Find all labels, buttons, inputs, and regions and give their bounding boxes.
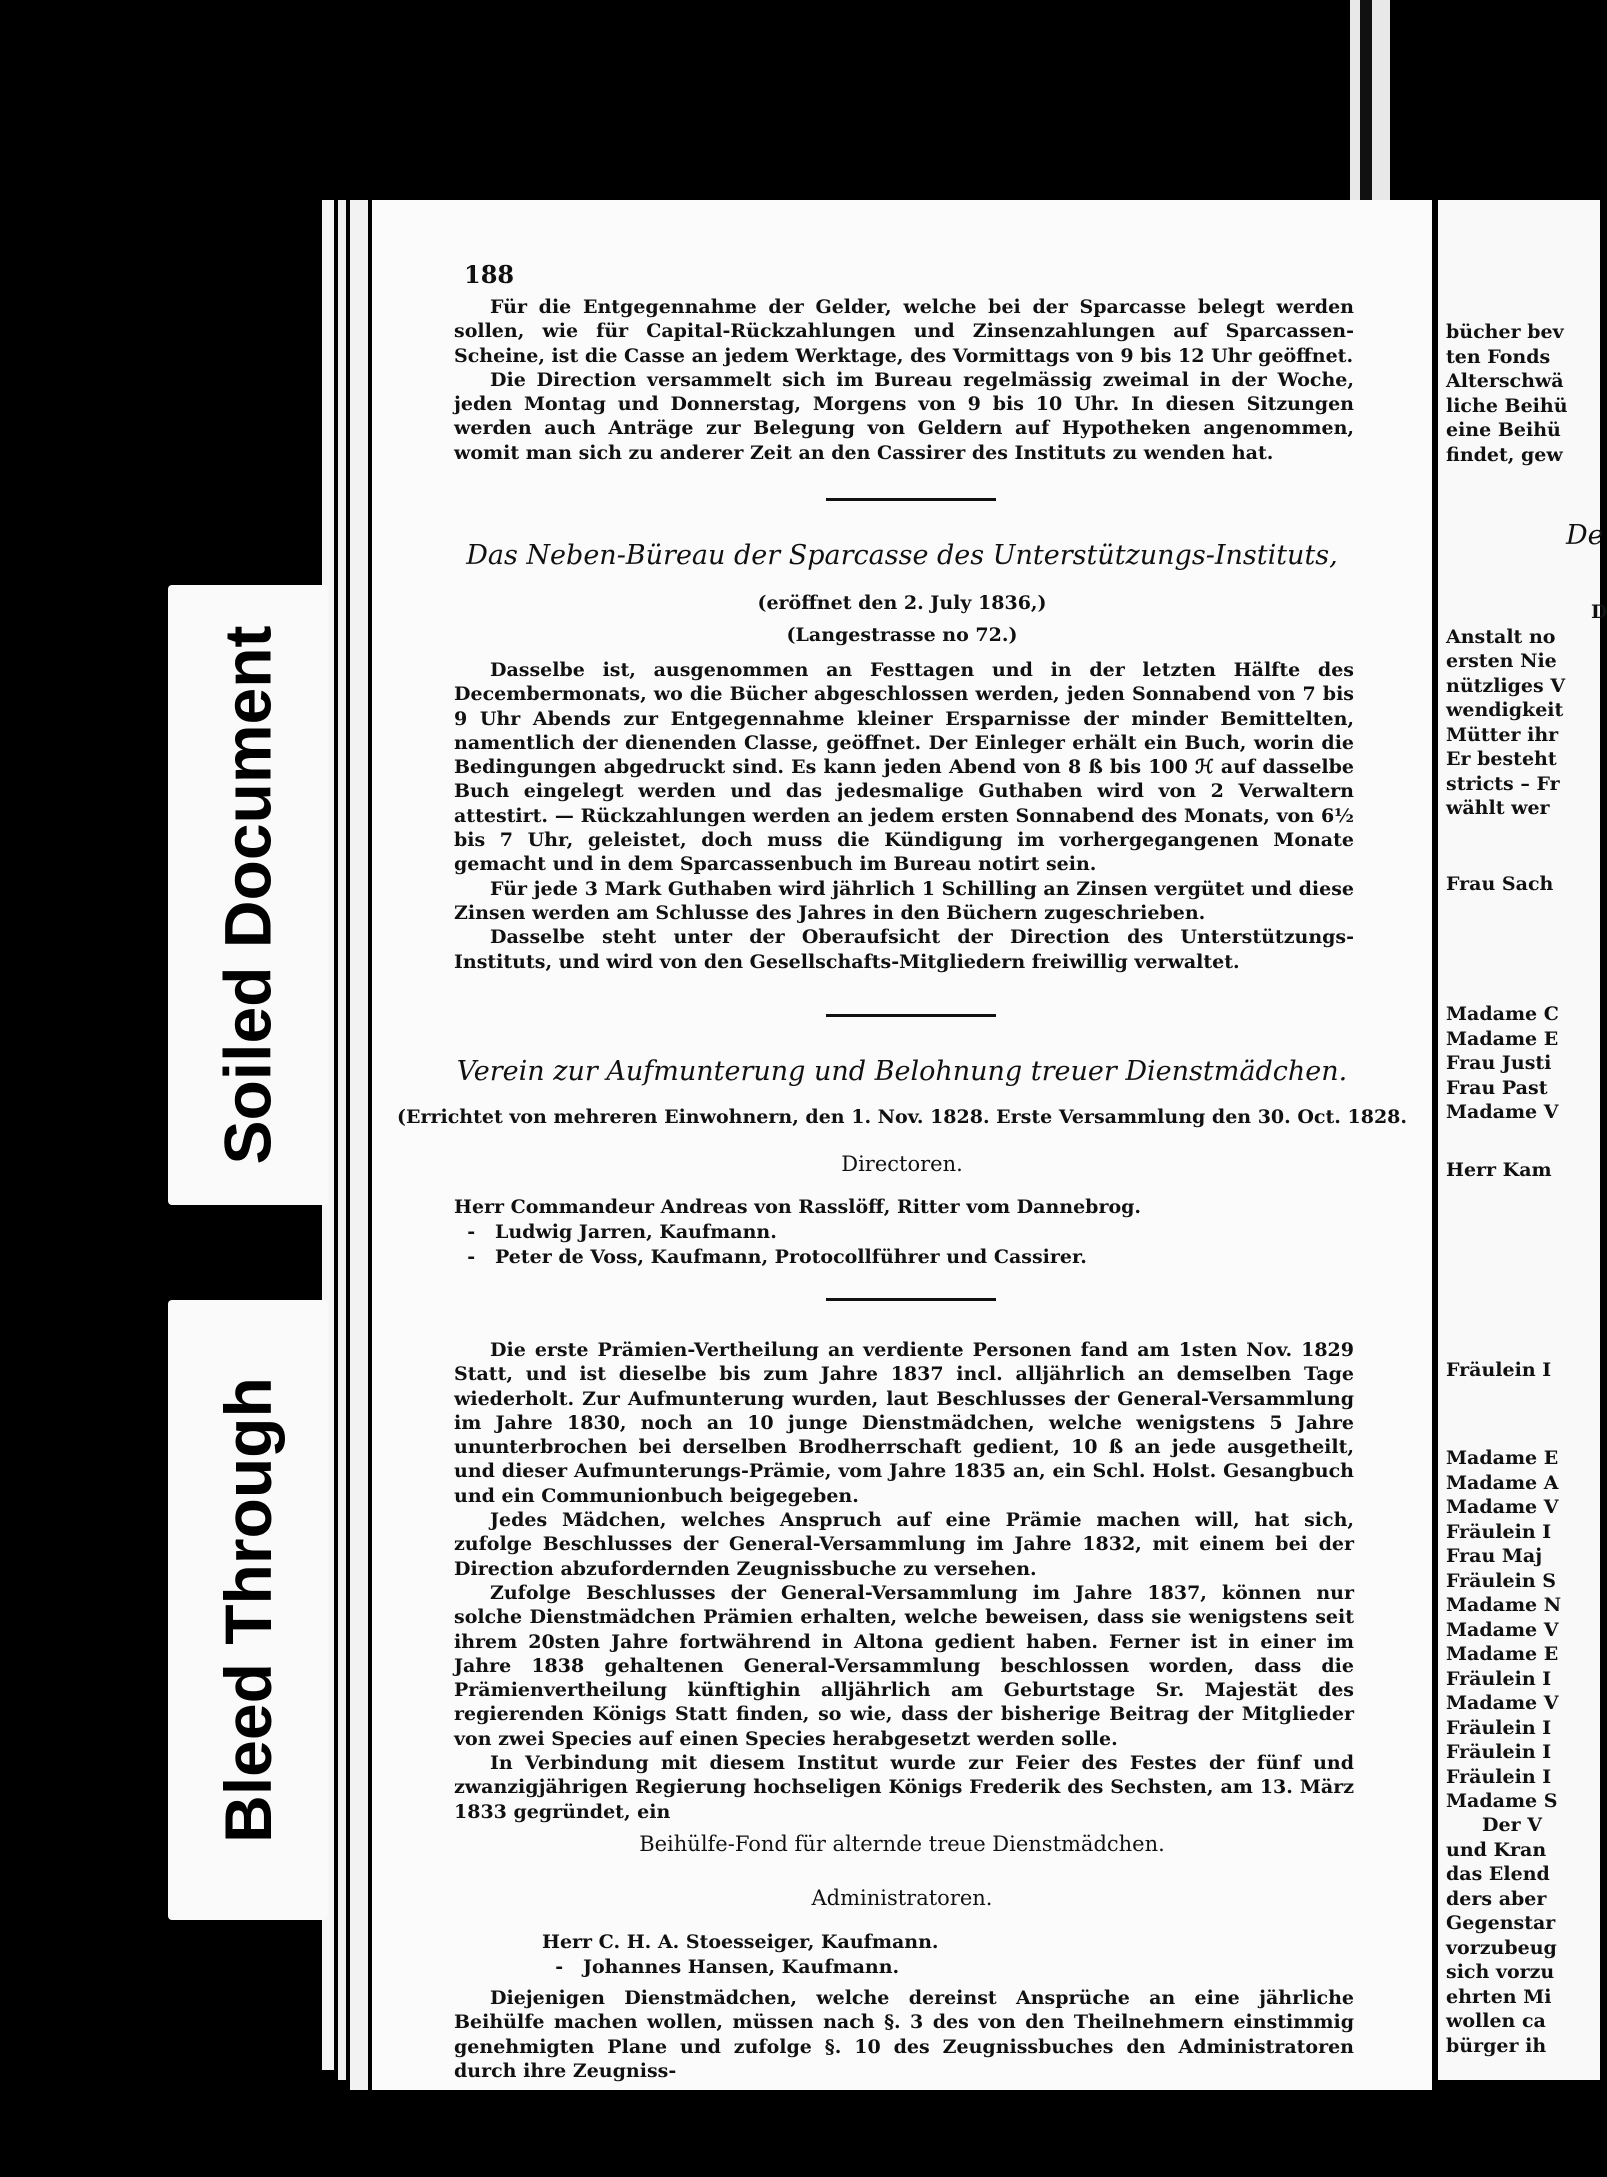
binding-shadow bbox=[1360, 0, 1372, 200]
adjacent-line: ersten Nie bbox=[1446, 650, 1557, 672]
page-number: 188 bbox=[464, 260, 515, 289]
adjacent-line: findet, gew bbox=[1446, 443, 1563, 466]
adjacent-line: bücher bev bbox=[1446, 321, 1564, 343]
adjacent-line: ders aber bbox=[1446, 1887, 1547, 1910]
adjacent-line: Frau Maj bbox=[1446, 1545, 1543, 1567]
director-entry: - Peter de Voss, Kaufmann, Protocollführer und Cassirer. bbox=[454, 1246, 1087, 1268]
bleed-through-text: Bleed Through bbox=[211, 1377, 285, 1843]
page-edge bbox=[338, 200, 346, 2080]
adjacent-line: Anstalt no bbox=[1446, 625, 1556, 648]
administrator-entry: Herr C. H. A. Stoesseiger, Kaufmann. bbox=[542, 1931, 939, 1953]
adjacent-line: Madame V bbox=[1446, 1496, 1559, 1518]
verein-paragraph: In Verbindung mit diesem Institut wurde zur Feier des Festes der fünf und zwanzigjährigen Regierung hochseligen Königs Frederik des Sechsten, am 13. März 1833 gegründet, ein bbox=[454, 1752, 1354, 1823]
directors-heading: Directoren. bbox=[841, 1152, 963, 1176]
neben-bureau-opened: (eröffnet den 2. July 1836,) bbox=[757, 592, 1047, 614]
adjacent-line: Madame A bbox=[1446, 1471, 1559, 1494]
adjacent-line: Fräulein S bbox=[1446, 1569, 1556, 1592]
adjacent-line: Fräulein I bbox=[1446, 1667, 1552, 1690]
adjacent-heading: De bbox=[1566, 520, 1604, 551]
section-divider bbox=[826, 1298, 996, 1301]
neben-paragraph: Dasselbe ist, ausgenommen an Festtagen und in der letzten Hälfte des Decembermonats, wo die Bücher abgeschlossen werden, jeden Sonnabend von 7 bis 9 Uhr Abends zur Entgegennahme kleiner Ersparnisse der minder Bemittelten, namentlich der dienenden Classe, geöffnet. Der Einleger erhält ein Buch, worin die Bedingungen abgedruckt sind. Es kann jeden Abend von 8 ß bis 100 ℋ auf dasselbe Buch eingelegt werden und das jedesmalige Guthaben wird von 2 Verwaltern attestirt. — Rückzahlungen werden an jedem ersten Sonnabend des Monats, von 6½ bis 7 Uhr, geleistet, doch muss die Kündigung im vorhergegangenen Monate gemacht und in dem Sparcassenbuch im Bureau notirt sein. bbox=[454, 659, 1354, 876]
soiled-document-label bbox=[168, 585, 328, 1205]
adjacent-line: liche Beihü bbox=[1446, 394, 1568, 417]
neben-bureau-title: Das Neben-Büreau der Sparcasse des Unterstützungs-Instituts, bbox=[466, 540, 1338, 571]
administrator-entry: - Johannes Hansen, Kaufmann. bbox=[542, 1956, 900, 1978]
neben-paragraph: Für jede 3 Mark Guthaben wird jährlich 1 Schilling an Zinsen vergütet und diese Zinsen werden am Schlusse des Jahres in den Büchern zugeschrieben. bbox=[454, 877, 1354, 924]
adjacent-line: nützliges V bbox=[1446, 674, 1566, 697]
adjacent-line: ten Fonds bbox=[1446, 345, 1551, 368]
neben-bureau-section bbox=[454, 658, 1354, 974]
neben-bureau-address: (Langestrasse no 72.) bbox=[786, 624, 1018, 646]
adjacent-line: Madame V bbox=[1446, 1101, 1559, 1123]
adjacent-line: Fräulein I bbox=[1446, 1520, 1552, 1543]
adjacent-line: Madame N bbox=[1446, 1594, 1562, 1616]
adjacent-line: Madame V bbox=[1446, 1692, 1559, 1714]
adjacent-line: Madame V bbox=[1446, 1618, 1559, 1641]
neben-paragraph: Dasselbe steht unter der Oberaufsicht der Direction des Unterstützungs-Instituts, und wird von den Gesellschafts-Mitgliedern freiwillig verwaltet. bbox=[454, 926, 1354, 973]
director-entry: - Ludwig Jarren, Kaufmann. bbox=[454, 1221, 777, 1243]
adjacent-line: D bbox=[1591, 601, 1607, 623]
adjacent-line: Alterschwä bbox=[1446, 370, 1564, 392]
adjacent-line: Gegenstar bbox=[1446, 1912, 1556, 1934]
page-edge bbox=[350, 200, 368, 2090]
adjacent-line: das Elend bbox=[1446, 1863, 1550, 1885]
adjacent-line: wollen ca bbox=[1446, 2010, 1546, 2032]
adjacent-line: wählt wer bbox=[1446, 797, 1550, 819]
intro-section bbox=[454, 295, 1354, 465]
soiled-document-text: Soiled Document bbox=[211, 625, 285, 1165]
adjacent-line: Madame E bbox=[1446, 1643, 1559, 1665]
adjacent-line: Fräulein I bbox=[1446, 1741, 1552, 1763]
adjacent-top-lines bbox=[1446, 320, 1568, 467]
fond-section bbox=[454, 1986, 1354, 2083]
adjacent-list-block bbox=[1446, 1446, 1561, 1814]
administrators-heading: Administratoren. bbox=[811, 1886, 993, 1910]
adjacent-line: und Kran bbox=[1446, 1838, 1547, 1861]
adjacent-line: eine Beihü bbox=[1446, 419, 1561, 441]
fond-paragraph: Diejenigen Dienstmädchen, welche dereinst Ansprüche an eine jährliche Beihülfe machen wollen, müssen nach §. 3 des von den Theilnehmern einstimmig genehmigten Plane und zufolge §. 10 des Zeugnissbuches den Administratoren durch ihre Zeugniss- bbox=[454, 1987, 1354, 2082]
verein-subtitle: (Errichtet von mehreren Einwohnern, den 1. Nov. 1828. Erste Versammlung den 30. Oct. 1828. bbox=[396, 1106, 1407, 1128]
adjacent-page bbox=[1438, 200, 1607, 2080]
adjacent-line: Fräulein I bbox=[1446, 1359, 1552, 1381]
adjacent-line: sich vorzu bbox=[1446, 1961, 1555, 1983]
adjacent-line: bürger ih bbox=[1446, 2034, 1547, 2057]
fond-title: Beihülfe-Fond für alternde treue Dienstmädchen. bbox=[639, 1832, 1165, 1856]
directors-list bbox=[454, 1195, 1354, 1270]
administrators-list bbox=[542, 1930, 1342, 1980]
adjacent-line: stricts – Fr bbox=[1446, 772, 1560, 795]
document-page bbox=[372, 200, 1432, 2090]
verein-paragraph: Die erste Prämien-Vertheilung an verdiente Personen fand am 1sten Nov. 1829 Statt, und ist dieselbe bis zum Jahre 1837 incl. alljährlich an demselben Tage wiederholt. Zur Aufmunterung wurden, laut Beschlusses der General-Versammlung im Jahre 1830, noch an 10 junge Dienstmädchen, welche wenigstens 5 Jahre ununterbrochen bei derselben Brodherrschaft gedient, 10 ß an jede ausgetheilt, und dieser Aufmunterungs-Prämie, vom Jahre 1835 an, ein Schl. Holst. Gesangbuch und ein Communionbuch beigegeben. bbox=[454, 1339, 1354, 1507]
section-divider bbox=[826, 498, 996, 501]
verein-paragraph: Zufolge Beschlusses der General-Versammlung im Jahre 1837, können nur solche Dienstmädchen Prämien erhalten, welche beweisen, dass sie wenigstens seit ihrem 20sten Jahre fortwährend in Altona gedient haben. Ferner ist in einer im Jahre 1838 gehaltenen General-Versammlung beschlossen worden, dass die Prämienvertheilung künftighin alljährlich am Geburtstage Sr. Majestät des regierenden Königs Statt finden, so wie, dass der bisherige Beitrag der Mitglieder von zwei Species auf einen Species herabgesetzt werden solle. bbox=[454, 1581, 1354, 1750]
adjacent-line: Er besteht bbox=[1446, 748, 1557, 770]
intro-paragraph: Die Direction versammelt sich im Bureau regelmässig zweimal in der Woche, jeden Montag und Donnerstag, Morgens von 9 bis 10 Uhr. In diesen Sitzungen werden auch Anträge zur Belegung von Geldern auf Hypotheken angenommen, womit man sich zu anderer Zeit an den Cassirer des Instituts zu wenden hat. bbox=[454, 368, 1354, 464]
verein-section bbox=[454, 1338, 1354, 1824]
bleed-through-label bbox=[168, 1300, 328, 1920]
adjacent-line: Frau Sach bbox=[1446, 873, 1554, 895]
adjacent-end-block bbox=[1446, 1813, 1557, 2058]
adjacent-line: Madame E bbox=[1446, 1447, 1559, 1469]
section-divider bbox=[826, 1014, 996, 1017]
adjacent-madame-block bbox=[1446, 1002, 1559, 1125]
adjacent-line: Herr Kam bbox=[1446, 1159, 1552, 1181]
verein-title: Verein zur Aufmunterung und Belohnung treuer Dienstmädchen. bbox=[456, 1056, 1348, 1087]
verein-paragraph: Jedes Mädchen, welches Anspruch auf eine Prämie machen will, hat sich, zufolge Beschlusses der General-Versammlung im Jahre 1832, mit einem bei der Direction abzufordernden Zeugnissbuche zu versehen. bbox=[454, 1509, 1354, 1580]
adjacent-line: Fräulein I bbox=[1446, 1765, 1552, 1788]
intro-paragraph: Für die Entgegennahme der Gelder, welche bei der Sparcasse belegt werden sollen, wie für Capital-Rückzahlungen und Zinsenzahlungen auf Sparcassen-Scheine, ist die Casse an jedem Werktage, des Vormittags von 9 bis 12 Uhr geöffnet. bbox=[454, 296, 1354, 367]
adjacent-line: Madame E bbox=[1446, 1027, 1559, 1050]
adjacent-line: Frau Past bbox=[1446, 1076, 1548, 1099]
adjacent-line: Madame C bbox=[1446, 1003, 1559, 1025]
adjacent-line: ehrten Mi bbox=[1446, 1985, 1552, 2008]
adjacent-line: Frau Justi bbox=[1446, 1052, 1552, 1074]
adjacent-mid-lines bbox=[1446, 600, 1607, 821]
adjacent-line: Mütter ihr bbox=[1446, 723, 1559, 746]
adjacent-line: Fräulein I bbox=[1446, 1716, 1552, 1739]
adjacent-line: vorzubeug bbox=[1446, 1936, 1557, 1959]
adjacent-line: Madame S bbox=[1446, 1790, 1558, 1812]
director-entry: Herr Commandeur Andreas von Rasslöff, Ritter vom Dannebrog. bbox=[454, 1196, 1142, 1218]
adjacent-line: wendigkeit bbox=[1446, 699, 1564, 721]
adjacent-line: Der V bbox=[1482, 1814, 1542, 1836]
